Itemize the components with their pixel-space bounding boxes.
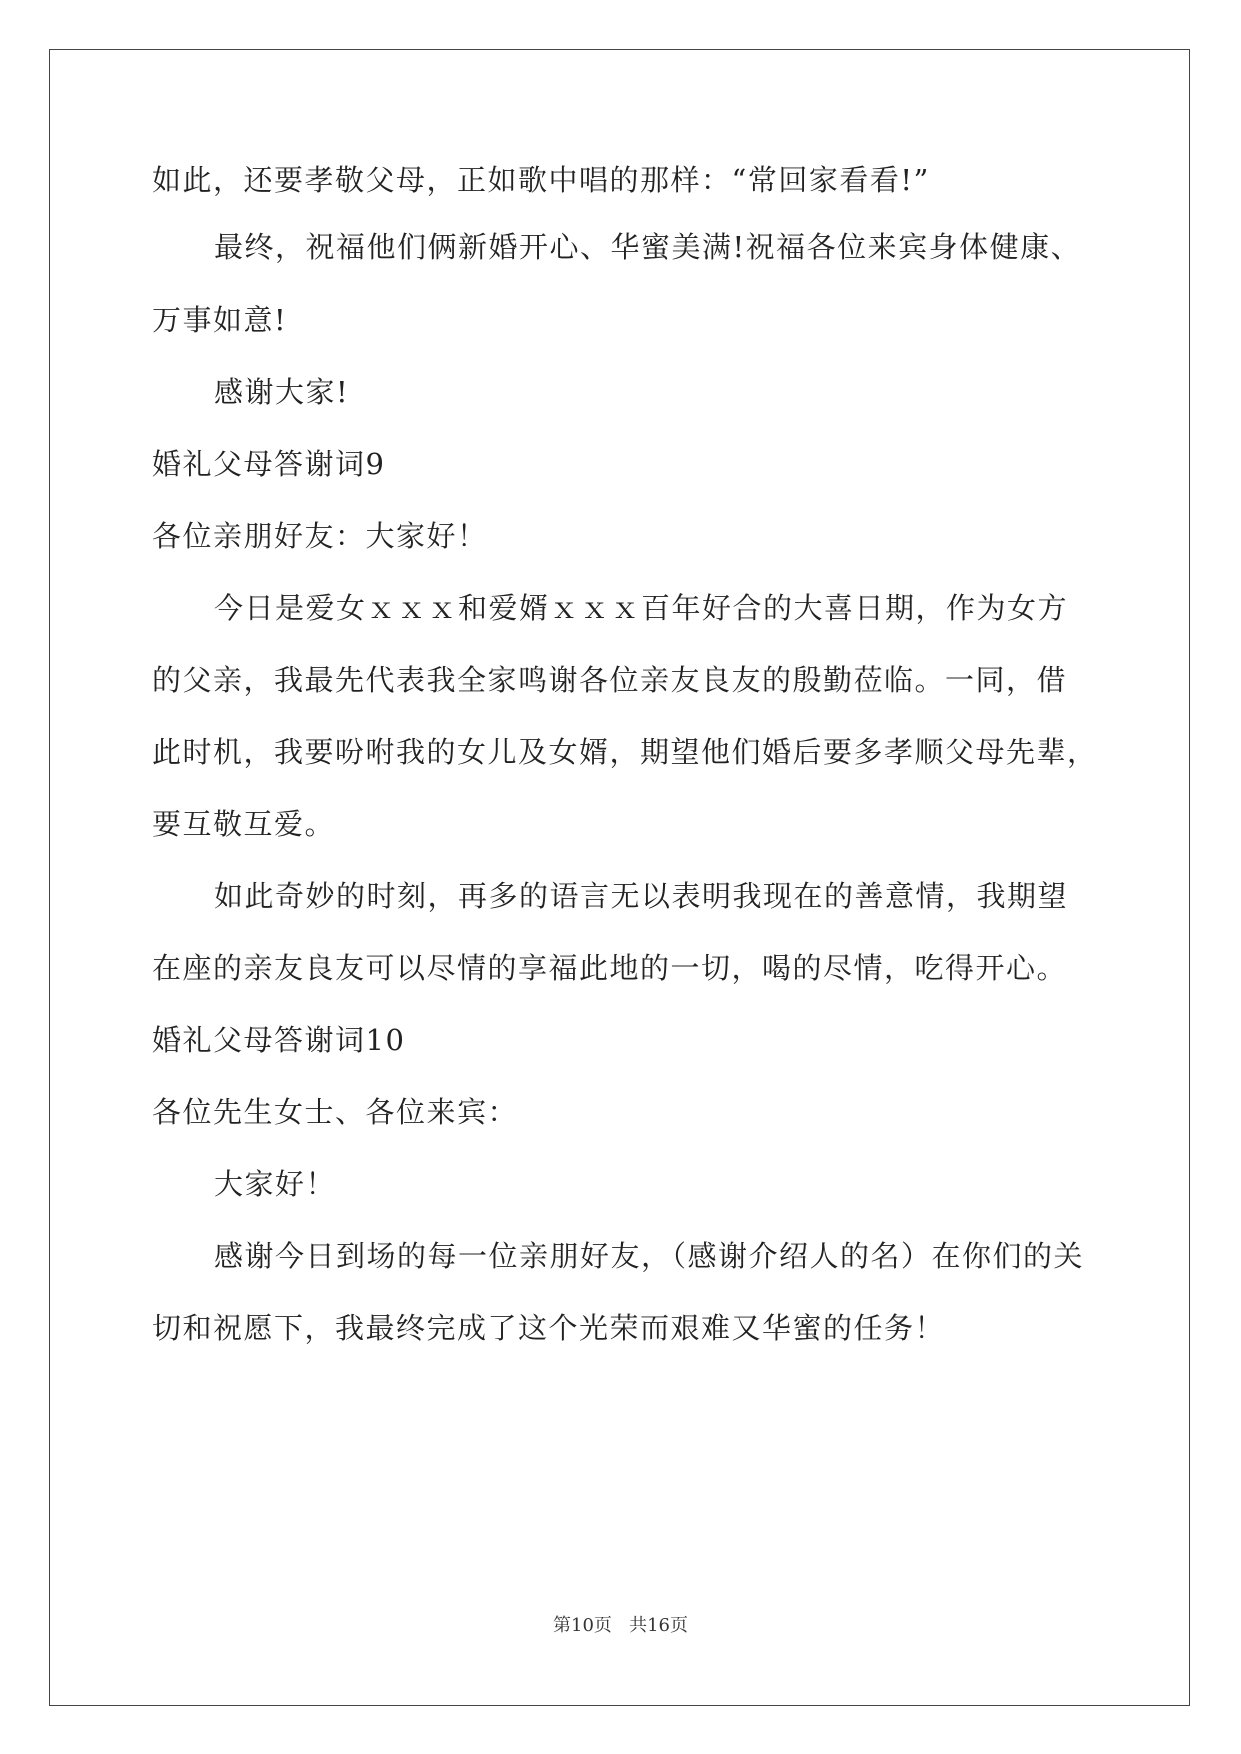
- paragraph-line: 如此奇妙的时刻，再多的语言无以表明我现在的善意情，我期望: [214, 879, 1069, 913]
- section-heading: 婚礼父母答谢词9: [152, 447, 386, 481]
- paragraph-line: 感谢大家!: [214, 375, 350, 409]
- paragraph-line: 如此，还要孝敬父母，正如歌中唱的那样：“常回家看看!”: [152, 163, 930, 197]
- paragraph-line: 最终，祝福他们俩新婚开心、华蜜美满!祝福各位来宾身体健康、: [214, 230, 1082, 264]
- paragraph-line: 的父亲，我最先代表我全家鸣谢各位亲友良友的殷勤莅临。一同，借: [152, 663, 1068, 697]
- paragraph-line: 万事如意!: [152, 303, 288, 337]
- greeting: 大家好！: [214, 1167, 337, 1201]
- section-heading: 婚礼父母答谢词10: [152, 1023, 406, 1057]
- paragraph-line: 要互敬互爱。: [152, 807, 336, 841]
- salutation: 各位亲朋好友：大家好！: [152, 519, 488, 553]
- paragraph-line: 此时机，我要吩咐我的女儿及女婿，期望他们婚后要多孝顺父母先辈，: [152, 735, 1098, 769]
- paragraph-line: 切和祝愿下，我最终完成了这个光荣而艰难又华蜜的任务！: [152, 1311, 946, 1345]
- salutation: 各位先生女士、各位来宾：: [152, 1095, 519, 1129]
- paragraph-line: 今日是爱女ｘｘｘ和爱婿ｘｘｘ百年好合的大喜日期，作为女方: [214, 591, 1069, 625]
- page-number-footer: 第10页 共16页: [553, 1615, 688, 1636]
- paragraph-line: 感谢今日到场的每一位亲朋好友，（感谢介绍人的名）在你们的关: [214, 1239, 1085, 1273]
- paragraph-line: 在座的亲友良友可以尽情的享福此地的一切，喝的尽情，吃得开心。: [152, 951, 1068, 985]
